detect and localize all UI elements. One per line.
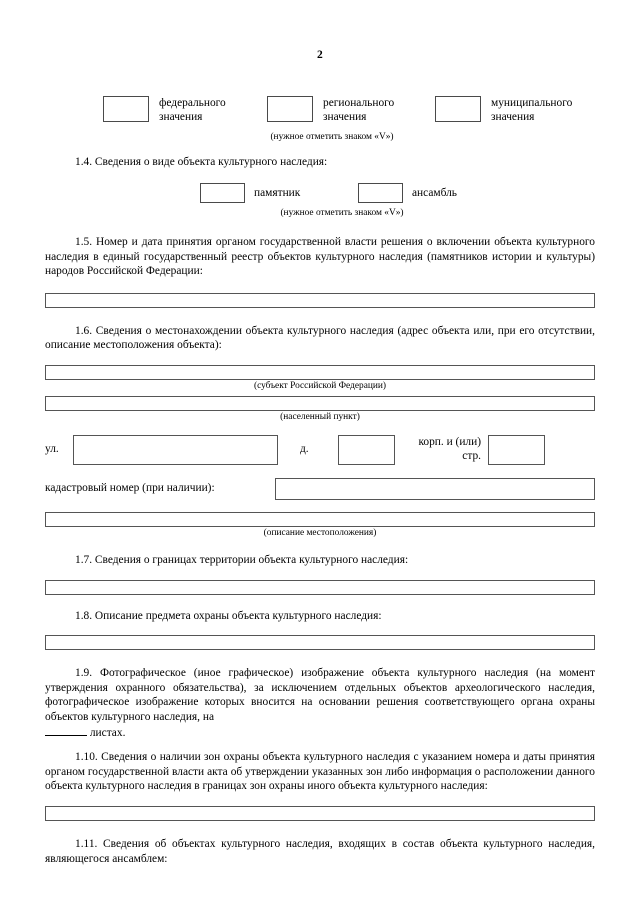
significance-label-municipal: муниципального значения	[491, 96, 573, 123]
significance-option-regional	[267, 96, 394, 125]
checkbox-regional[interactable]	[267, 96, 313, 122]
input-building[interactable]	[488, 435, 545, 465]
street-label: ул.	[45, 443, 59, 456]
significance-hint: (нужное отметить знаком «V»)	[270, 131, 394, 142]
cadastral-label: кадастровый номер (при наличии):	[45, 482, 215, 495]
checkbox-municipal[interactable]	[435, 96, 481, 122]
input-house[interactable]	[338, 435, 395, 465]
object-type-option-ensemble	[358, 183, 457, 203]
significance-label-regional: регионального значения	[323, 96, 395, 123]
significance-option-federal	[103, 96, 226, 125]
paragraph-1-9-sheets-label: листах.	[89, 726, 126, 739]
caption-location-description: (описание местоположения)	[263, 528, 377, 539]
input-locality[interactable]	[45, 396, 595, 411]
significance-label-federal: федерального значения	[159, 96, 226, 123]
checkbox-federal[interactable]	[103, 96, 149, 122]
significance-checkbox-row	[45, 96, 595, 134]
checkbox-ensemble[interactable]	[358, 183, 403, 203]
building-label: корп. и (или) стр.	[418, 436, 481, 462]
paragraph-1-9	[45, 666, 595, 724]
input-1-10[interactable]	[45, 806, 595, 821]
paragraph-1-9-sheets	[45, 725, 595, 741]
input-subject-of-federation[interactable]	[45, 365, 595, 380]
paragraph-1-8: 1.8. Описание предмета охраны объекта культурного наследия:	[75, 609, 382, 622]
input-1-8[interactable]	[45, 635, 595, 650]
caption-locality: (населенный пункт)	[280, 412, 360, 423]
input-street[interactable]	[73, 435, 278, 465]
paragraph-1-9-text: 1.9. Фотографическое (иное графическое) изображение объекта культурного наследия (на момент утверждения охранного обязательства), за исключением отдельных объектов археологического наследия, фотографическое изображение которых вносится на основании решения соответствующего органа охраны объектов культурного наследия, на	[45, 667, 595, 724]
input-location-description[interactable]	[45, 512, 595, 527]
paragraph-1-6: 1.6. Сведения о местонахождении объекта культурного наследия (адрес объекта или, при его отсутствии, описание местоположения объекта):	[45, 324, 595, 352]
paragraph-1-10: 1.10. Сведения о наличии зон охраны объекта культурного наследия с указанием номера и даты принятия органом государственной власти акта об утверждении указанных зон либо информация о расположении данного объекта культурного наследия в границах зон охраны иного объекта культурного наследия:	[45, 751, 595, 793]
object-type-label-monument: памятник	[254, 187, 301, 200]
significance-option-municipal	[435, 96, 572, 125]
input-sheets-count[interactable]	[45, 725, 87, 736]
cadastral-row	[45, 478, 595, 504]
input-cadastral-number[interactable]	[275, 478, 595, 500]
input-1-5[interactable]	[45, 293, 595, 308]
input-1-7[interactable]	[45, 580, 595, 595]
object-type-label-ensemble: ансамбль	[412, 187, 458, 200]
paragraph-1-5: 1.5. Номер и дата принятия органом государственной власти решения о включении объекта культурного наследия в единый государственный реестр объектов культурного наследия (памятников истории и культуры) народов Российской Федерации:	[45, 236, 595, 278]
object-type-hint: (нужное отметить знаком «V»)	[280, 208, 404, 219]
checkbox-monument[interactable]	[200, 183, 245, 203]
object-type-row	[45, 183, 595, 207]
heading-1-4: 1.4. Сведения о виде объекта культурного наследия:	[75, 155, 328, 168]
page-number: 2	[317, 49, 323, 61]
house-label: д.	[300, 443, 309, 456]
address-row	[45, 435, 595, 467]
caption-subject-of-federation: (субъект Российской Федерации)	[253, 381, 387, 392]
paragraph-1-7: 1.7. Сведения о границах территории объекта культурного наследия:	[75, 554, 409, 567]
paragraph-1-11: 1.11. Сведения об объектах культурного наследия, входящих в состав объекта культурного наследия, являющегося ансамблем:	[45, 838, 595, 865]
object-type-option-monument	[200, 183, 300, 203]
